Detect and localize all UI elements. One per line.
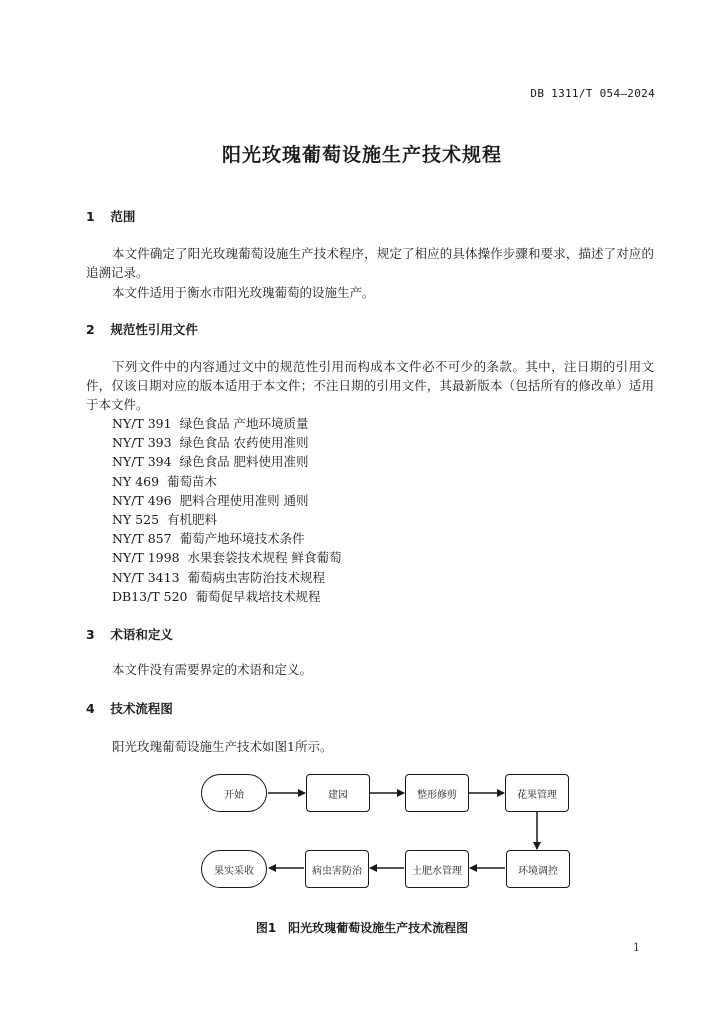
reference-title: 绿色食品 肥料使用准则 xyxy=(179,454,309,470)
section-number: 2 xyxy=(86,322,95,337)
reference-title: 绿色食品 农药使用准则 xyxy=(179,435,309,451)
reference-item xyxy=(112,433,342,452)
page-number: 1 xyxy=(633,941,640,954)
section-title: 术语和定义 xyxy=(110,627,173,642)
reference-title: 绿色食品 产地环境质量 xyxy=(179,416,309,431)
section-heading-scope xyxy=(86,207,135,225)
section-title: 范围 xyxy=(110,209,136,224)
figure-label: 图1 xyxy=(255,921,277,935)
terms-paragraph: 本文件没有需要界定的术语和定义。 xyxy=(112,662,313,677)
reference-code: NY/T 3413 xyxy=(112,569,180,585)
reference-item xyxy=(112,414,342,433)
reference-code: NY/T 496 xyxy=(112,492,172,508)
scope-paragraph-2: 本文件适用于衡水市阳光玫瑰葡萄的设施生产。 xyxy=(112,285,375,300)
reference-title: 葡萄病虫害防治技术规程 xyxy=(187,569,326,585)
reference-code: DB13/T 520 xyxy=(112,588,188,604)
flow-node-prune: 整形修剪 xyxy=(405,774,469,812)
flow-node-start: 开始 xyxy=(201,774,267,812)
section-number: 3 xyxy=(86,627,95,642)
reference-code: NY/T 394 xyxy=(112,454,172,470)
reference-list xyxy=(112,414,342,606)
reference-item xyxy=(112,452,342,471)
flowchart-intro-paragraph: 阳光玫瑰葡萄设施生产技术如图1所示。 xyxy=(112,739,333,754)
references-intro-paragraph: 下列文件中的内容通过文中的规范性引用而构成本文件必不可少的条款。其中，注日期的引用文件，仅该日期对应的版本适用于本文件；不注日期的引用文件，其最新版本（包括所有的修改单）适用于本文件。 xyxy=(86,359,654,412)
section-heading-terms xyxy=(86,625,173,643)
flow-node-build: 建园 xyxy=(306,774,370,812)
page-title: 阳光玫瑰葡萄设施生产技术规程 xyxy=(221,144,502,166)
reference-item xyxy=(112,472,342,491)
reference-code: NY 525 xyxy=(112,511,160,527)
reference-title: 有机肥料 xyxy=(167,511,218,527)
reference-item xyxy=(112,568,342,587)
reference-code: NY/T 857 xyxy=(112,531,172,547)
reference-code: NY/T 1998 xyxy=(112,550,180,566)
section-heading-flowchart xyxy=(86,699,173,717)
reference-code: NY/T 393 xyxy=(112,435,172,451)
section-title: 规范性引用文件 xyxy=(110,322,198,337)
flow-node-flower-fruit: 花果管理 xyxy=(505,774,569,812)
reference-title: 葡萄促早栽培技术规程 xyxy=(195,588,321,604)
reference-item xyxy=(112,587,342,606)
reference-item xyxy=(112,510,342,529)
section-title: 技术流程图 xyxy=(110,701,173,716)
reference-title: 水果套袋技术规程 鲜食葡萄 xyxy=(187,550,342,566)
flow-node-harvest: 果实采收 xyxy=(201,850,267,888)
scope-paragraph-1: 本文件确定了阳光玫瑰葡萄设施生产技术程序，规定了相应的具体操作步骤和要求，描述了对应的追溯记录。 xyxy=(86,246,654,280)
document-code: DB 1311/T 054—2024 xyxy=(530,87,655,100)
section-number: 4 xyxy=(86,701,95,716)
reference-title: 葡萄苗木 xyxy=(167,473,218,489)
figure-caption xyxy=(0,919,724,936)
reference-title: 葡萄产地环境技术条件 xyxy=(179,531,305,547)
flow-node-environment: 环境调控 xyxy=(506,850,570,888)
figure-title: 阳光玫瑰葡萄设施生产技术流程图 xyxy=(288,921,469,935)
reference-code: NY 469 xyxy=(112,473,160,489)
section-heading-references xyxy=(86,320,198,338)
flow-node-pest-control: 病虫害防治 xyxy=(305,850,369,888)
reference-item xyxy=(112,548,342,567)
flow-node-soil-fertilizer-water: 土肥水管理 xyxy=(405,850,469,888)
reference-item xyxy=(112,491,342,510)
reference-code: NY/T 391 xyxy=(112,416,172,431)
reference-title: 肥料合理使用准则 通则 xyxy=(179,492,309,508)
section-number: 1 xyxy=(86,209,95,224)
reference-item xyxy=(112,529,342,548)
